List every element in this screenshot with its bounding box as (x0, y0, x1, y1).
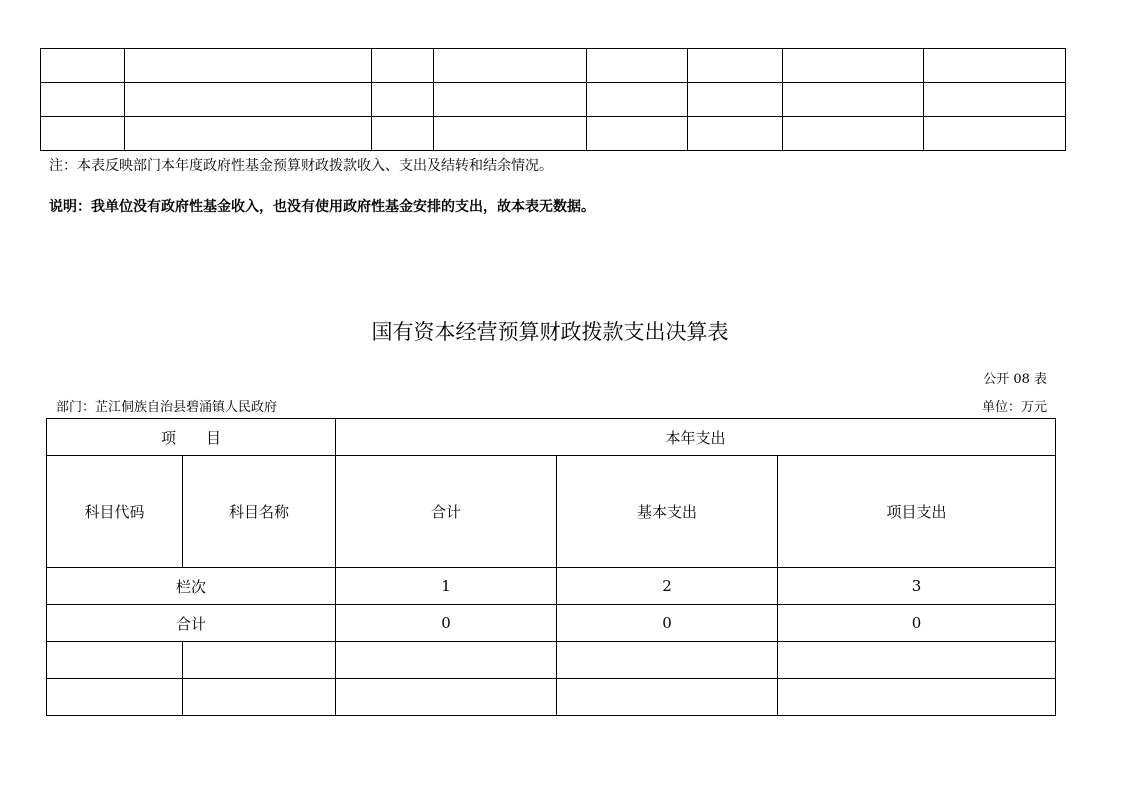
table-cell (47, 642, 183, 679)
table-row (47, 642, 1056, 679)
table-cell (41, 117, 125, 151)
column-number-row (47, 568, 1056, 605)
column-number: 3 (778, 568, 1056, 605)
total-row (47, 605, 1056, 642)
table-cell (125, 117, 372, 151)
table-cell (41, 83, 125, 117)
total-value: 0 (557, 605, 778, 642)
explanation-note: 说明：我单位没有政府性基金收入，也没有使用政府性基金安排的支出，故本表无数据。 (49, 199, 595, 215)
table-cell (688, 49, 783, 83)
unit-label: 单位：万元 (981, 400, 1047, 415)
table-cell (557, 642, 778, 679)
col-project-expenditure: 项目支出 (778, 456, 1056, 568)
top-empty-table (40, 48, 1066, 151)
table-cell (688, 83, 783, 117)
table-cell (783, 83, 924, 117)
table-cell (125, 49, 372, 83)
table-cell (125, 83, 372, 117)
table-cell (434, 117, 587, 151)
table-cell (183, 679, 336, 716)
col-subject-code: 科目代码 (47, 456, 183, 568)
table-cell (587, 117, 688, 151)
expenditure-table (46, 418, 1056, 716)
table-cell (434, 49, 587, 83)
table-cell (587, 49, 688, 83)
table-cell (372, 117, 434, 151)
table-cell (783, 117, 924, 151)
table-cell (434, 83, 587, 117)
table-cell (924, 49, 1066, 83)
table-cell (336, 642, 557, 679)
table-cell (47, 679, 183, 716)
table-row (41, 83, 1066, 117)
header-item: 项 目 (47, 419, 336, 456)
table-cell (924, 117, 1066, 151)
table-cell (587, 83, 688, 117)
total-value: 0 (336, 605, 557, 642)
col-subject-name: 科目名称 (183, 456, 336, 568)
subheader-row (47, 456, 1056, 568)
table-cell (778, 642, 1056, 679)
table-note: 注：本表反映部门本年度政府性基金预算财政拨款收入、支出及结转和结余情况。 (49, 158, 553, 174)
table-cell (557, 679, 778, 716)
table-row (41, 49, 1066, 83)
table-cell (336, 679, 557, 716)
table-cell (783, 49, 924, 83)
header-year-expenditure: 本年支出 (336, 419, 1056, 456)
table-row (47, 679, 1056, 716)
table-cell (778, 679, 1056, 716)
table-cell (688, 117, 783, 151)
table-cell (41, 49, 125, 83)
table-cell (183, 642, 336, 679)
table-cell (372, 83, 434, 117)
column-number: 1 (336, 568, 557, 605)
table-cell (372, 49, 434, 83)
form-number: 公开 08 表 (983, 372, 1047, 387)
row-label-column: 栏次 (47, 568, 336, 605)
department-label: 部门：芷江侗族自治县碧涌镇人民政府 (56, 400, 278, 415)
col-total: 合计 (336, 456, 557, 568)
table-row (41, 117, 1066, 151)
col-basic-expenditure: 基本支出 (557, 456, 778, 568)
total-value: 0 (778, 605, 1056, 642)
header-row (47, 419, 1056, 456)
column-number: 2 (557, 568, 778, 605)
table-cell (924, 83, 1066, 117)
row-label-total: 合计 (47, 605, 336, 642)
report-title: 国有资本经营预算财政拨款支出决算表 (371, 320, 729, 344)
